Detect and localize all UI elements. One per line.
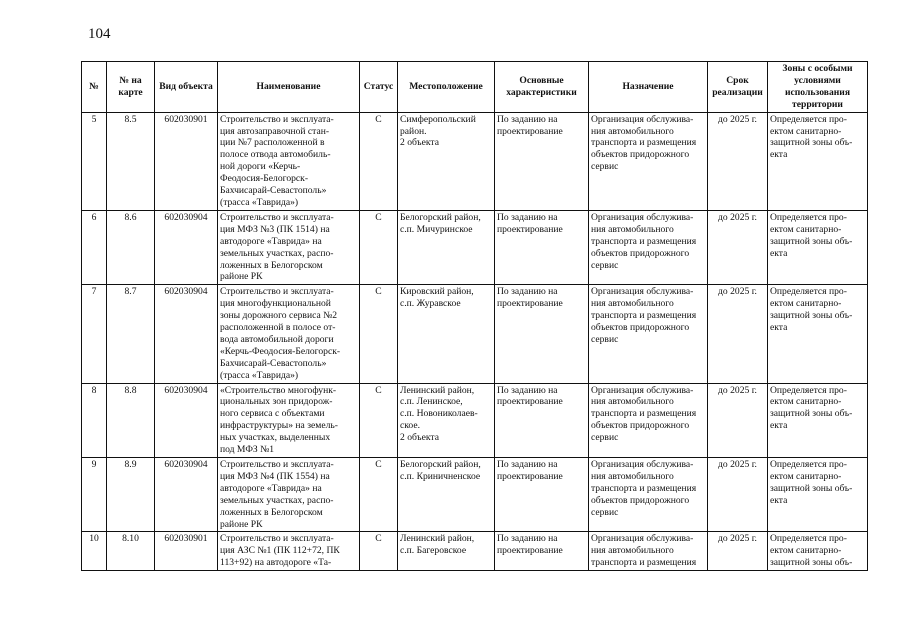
cell-map-num: 8.8 <box>107 383 155 457</box>
cell-characteristics: По заданию на проектирование <box>497 211 563 235</box>
cell-purpose: Организация обслужива- ния автомобильного транспорта и размещения <box>591 533 697 569</box>
cell-location: Белогорский район, с.п. Криничненское <box>400 459 481 482</box>
header-map-num: № на карте <box>107 62 155 113</box>
cell-zones: Определяется про- ектом санитарно- защитной зоны объ- екта <box>770 211 853 259</box>
cell-purpose: Организация обслужива- ния автомобильного транспорта и размещения объектов придорожного сервис <box>591 286 697 345</box>
cell-object-type: 602030904 <box>155 285 218 383</box>
cell-name: Строительство и эксплуата- ция многофункциональной зоны дорожного сервиса №2 расположенной в полосе от- вода автомобильной дороги «Керчь-Феодосия-Белогорск- Бахчисарай-Севастополь» (трасса «Таврида») <box>220 286 341 381</box>
cell-map-num: 8.6 <box>107 210 155 284</box>
cell-term: до 2025 г. <box>708 532 768 571</box>
cell-num: 9 <box>82 458 107 532</box>
cell-term: до 2025 г. <box>708 210 768 284</box>
cell-location: Кировский район, с.п. Журавское <box>400 286 474 310</box>
header-status: Статус <box>360 62 398 113</box>
cell-location: Ленинский район, с.п. Ленинское, с.п. Новониколаев- ское. 2 объекта <box>400 384 478 444</box>
cell-status: С <box>360 383 398 457</box>
cell-name: Строительство и эксплуата- ция МФЗ №4 (ПК 1554) на автодороге «Таврида» на земельных участках, распо- ложенных в Белогорском районе РК <box>220 459 334 530</box>
cell-characteristics: По заданию на проектирование <box>497 459 563 482</box>
cell-status: С <box>360 285 398 383</box>
cell-characteristics: По заданию на проектирование <box>497 286 563 310</box>
cell-object-type: 602030904 <box>155 210 218 284</box>
cell-object-type: 602030901 <box>155 532 218 571</box>
cell-map-num: 8.10 <box>107 532 155 571</box>
cell-zones: Определяется про- ектом санитарно- защитной зоны объ- екта <box>770 384 853 432</box>
cell-map-num: 8.7 <box>107 285 155 383</box>
cell-num: 5 <box>82 112 107 210</box>
cell-num: 6 <box>82 210 107 284</box>
header-purpose: Назначение <box>589 62 708 113</box>
cell-zones: Определяется про- ектом санитарно- защитной зоны объ- екта <box>770 459 853 506</box>
cell-status: С <box>360 112 398 210</box>
table-row <box>82 458 868 532</box>
table-row <box>82 210 868 284</box>
cell-purpose: Организация обслужива- ния автомобильного транспорта и размещения объектов придорожного сервис <box>591 211 697 271</box>
cell-num: 10 <box>82 532 107 571</box>
cell-characteristics: По заданию на проектирование <box>497 113 563 137</box>
cell-location: Белогорский район, с.п. Мичуринское <box>400 211 481 235</box>
table-row <box>82 532 868 571</box>
cell-zones: Определяется про- ектом санитарно- защитной зоны объ- екта <box>770 113 853 161</box>
cell-location: Симферопольский район. 2 объекта <box>400 113 476 149</box>
header-name: Наименование <box>218 62 360 113</box>
table-header-row <box>82 62 868 113</box>
cell-zones: Определяется про- ектом санитарно- защитной зоны объ- <box>770 533 853 569</box>
header-object-type: Вид объекта <box>155 62 218 113</box>
cell-status: С <box>360 458 398 532</box>
cell-num: 7 <box>82 285 107 383</box>
objects-table <box>81 61 868 571</box>
header-term: Срок реализации <box>708 62 768 113</box>
table-row <box>82 383 868 457</box>
header-location: Местоположение <box>398 62 495 113</box>
header-num: № <box>82 62 107 113</box>
cell-term: до 2025 г. <box>708 458 768 532</box>
header-characteristics: Основные характеристики <box>495 62 589 113</box>
cell-map-num: 8.5 <box>107 112 155 210</box>
cell-purpose: Организация обслужива- ния автомобильного транспорта и размещения объектов придорожного сервис <box>591 384 697 444</box>
table-row <box>82 285 868 383</box>
cell-zones: Определяется про- ектом санитарно- защитной зоны объ- екта <box>770 286 853 334</box>
cell-object-type: 602030904 <box>155 458 218 532</box>
cell-name: Строительство и эксплуата- ция МФЗ №3 (ПК 1514) на автодороге «Таврида» на земельных участках, распо- ложенных в Белогорском районе РК <box>220 211 334 283</box>
table-row <box>82 112 868 210</box>
cell-purpose: Организация обслужива- ния автомобильного транспорта и размещения объектов придорожного сервис <box>591 459 697 518</box>
cell-name: Строительство и эксплуата- ция АЗС №1 (ПК 112+72, ПК 113+92) на автодороге «Та- <box>220 533 340 569</box>
cell-term: до 2025 г. <box>708 383 768 457</box>
cell-status: С <box>360 532 398 571</box>
cell-status: С <box>360 210 398 284</box>
header-zones: Зоны с особыми условиями использования территории <box>768 62 868 113</box>
cell-name: Строительство и эксплуата- ция автозаправочной стан- ции №7 расположенной в полосе отвода автомобиль- ной дороги «Керчь- Феодосия-Белогорск- Бахчисарай-Севастополь» (трасса «Таврида») <box>220 113 334 208</box>
cell-name: «Строительство многофунк- циональных зон придорож- ного сервиса с объектами инфраструктуры» на земель- ных участках, выделенных под МФЗ №1 <box>220 384 338 456</box>
page-number: 104 <box>88 26 111 42</box>
cell-location: Ленинский район, с.п. Багеровское <box>400 533 475 557</box>
cell-purpose: Организация обслужива- ния автомобильного транспорта и размещения объектов придорожного сервис <box>591 113 697 173</box>
cell-term: до 2025 г. <box>708 112 768 210</box>
cell-map-num: 8.9 <box>107 458 155 532</box>
cell-object-type: 602030901 <box>155 112 218 210</box>
cell-characteristics: По заданию на проектирование <box>497 533 563 557</box>
cell-num: 8 <box>82 383 107 457</box>
cell-object-type: 602030904 <box>155 383 218 457</box>
cell-term: до 2025 г. <box>708 285 768 383</box>
cell-characteristics: По заданию на проектирование <box>497 384 563 408</box>
